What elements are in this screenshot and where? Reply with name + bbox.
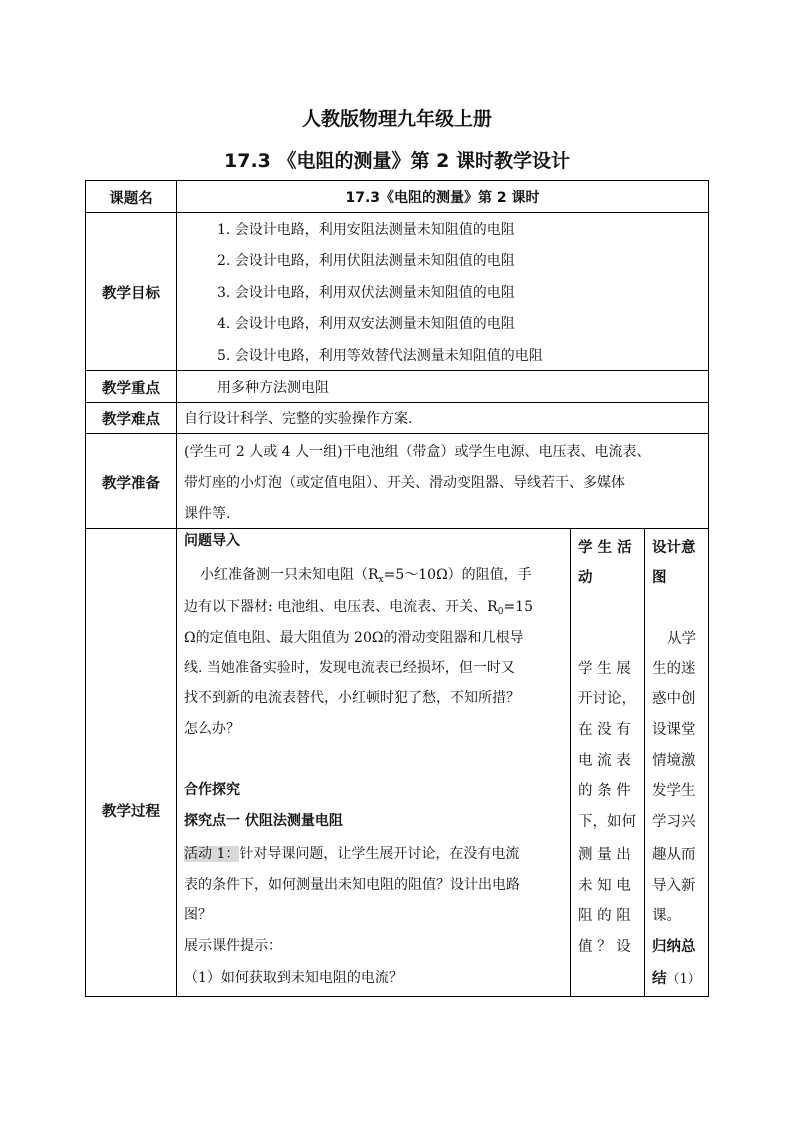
intro-line: 怎么办？ bbox=[184, 721, 240, 737]
design-line: 课。 bbox=[652, 908, 681, 924]
activity-line: 图？ bbox=[184, 907, 212, 923]
student-line: 下，如何 bbox=[578, 814, 636, 830]
intro-line: 边有以下器材: 电池组、电压表、电流表、开关、$R_0=15$ bbox=[184, 599, 533, 617]
difficulty-label: 教学难点 bbox=[102, 412, 160, 428]
objective-item: 4. 会设计电路，利用双安法测量未知阻值的电阻 bbox=[217, 316, 515, 332]
objective-item: 1. 会设计电路，利用安阻法测量未知阻值的电阻 bbox=[217, 222, 515, 238]
preparation-line: 带灯座的小灯泡（或定值电阻）、开关、滑动变阻器、导线若干、多媒体 bbox=[184, 475, 625, 491]
process-label: 教学过程 bbox=[102, 804, 160, 820]
student-heading: 学 生 活 bbox=[578, 540, 632, 556]
design-line: 惑中创 bbox=[652, 691, 696, 707]
design-line: 设课堂 bbox=[652, 722, 696, 738]
student-line: 未 知 电 bbox=[578, 878, 631, 894]
lesson-title: 17.3 《电阻的测量》第 2 课时教学设计 bbox=[224, 150, 570, 172]
student-line: 学 生 展 bbox=[578, 661, 631, 677]
design-line: 情境激 bbox=[652, 753, 696, 769]
preparation-line: 课件等. bbox=[184, 506, 231, 522]
activity-line: 表的条件下，如何测量出未知电阻的阻值？设计出电路 bbox=[184, 877, 520, 893]
design-line: 从学 bbox=[667, 631, 696, 647]
student-heading: 动 bbox=[578, 570, 593, 586]
key-point-value: 用多种方法测电阻 bbox=[217, 380, 329, 396]
student-line: 阻 的 阻 bbox=[578, 908, 631, 924]
intro-line: 线. 当她准备实验时，发现电流表已经损坏，但一时又 bbox=[184, 660, 515, 676]
design-heading: 设计意 bbox=[652, 540, 696, 556]
intro-line: 找不到新的电流表替代，小红顿时犯了愁，不知所措？ bbox=[184, 690, 520, 706]
coop-heading: 合作探究 bbox=[184, 782, 240, 798]
design-line: 趣从而 bbox=[652, 847, 696, 863]
intro-line: Ω的定值电阻、最大阻值为 20Ω的滑动变阻器和几根导 bbox=[184, 630, 524, 646]
intro-line: 小红准备测一只未知电阻$(R_x=5\sim 10\Omega)$的阻值，手 bbox=[200, 567, 532, 585]
key-point-label: 教学重点 bbox=[102, 381, 160, 397]
activity-line: 活动 1：针对导课问题，让学生展开讨论，在没有电流 bbox=[184, 846, 520, 862]
student-line: 测 量 出 bbox=[578, 847, 631, 863]
student-line: 电 流 表 bbox=[578, 753, 631, 769]
hint-line: 展示课件提示： bbox=[184, 938, 282, 954]
design-line: 导入新 bbox=[652, 878, 696, 894]
objectives-label: 教学目标 bbox=[102, 286, 160, 302]
topic-label: 课题名 bbox=[109, 191, 153, 207]
topic-value: 17.3《电阻的测量》第 2 课时 bbox=[345, 190, 540, 206]
preparation-label: 教学准备 bbox=[102, 476, 160, 492]
student-line: 的 条 件 bbox=[578, 783, 631, 799]
objective-item: 5. 会设计电路，利用等效替代法测量未知阻值的电阻 bbox=[217, 348, 543, 364]
design-line: 学习兴 bbox=[652, 814, 696, 830]
student-line: 开讨论， bbox=[578, 691, 636, 707]
design-heading: 图 bbox=[652, 570, 667, 586]
student-line: 在 没 有 bbox=[578, 722, 631, 738]
intro-heading: 问题导入 bbox=[184, 533, 240, 549]
question-line: （1）如何获取到未知电阻的电流？ bbox=[184, 970, 403, 986]
student-line: 值 ？ 设 bbox=[578, 939, 631, 955]
point-heading: 探究点一 伏阻法测量电阻 bbox=[184, 813, 343, 829]
activity-label: 活动 1： bbox=[184, 846, 240, 862]
design-summary: 归纳总 bbox=[652, 939, 696, 955]
design-summary: 结（1） bbox=[652, 971, 701, 987]
difficulty-value: 自行设计科学、完整的实验操作方案. bbox=[184, 411, 413, 427]
document-title: 人教版物理九年级上册 bbox=[301, 108, 492, 130]
objective-item: 3. 会设计电路，利用双伏法测量未知阻值的电阻 bbox=[217, 285, 515, 301]
design-line: 发学生 bbox=[652, 783, 696, 799]
objective-item: 2. 会设计电路，利用伏阻法测量未知阻值的电阻 bbox=[217, 253, 515, 269]
preparation-line: (学生可 2 人或 4 人一组)干电池组（带盒）或学生电源、电压表、电流表、 bbox=[184, 444, 651, 460]
design-line: 生的迷 bbox=[652, 661, 696, 677]
